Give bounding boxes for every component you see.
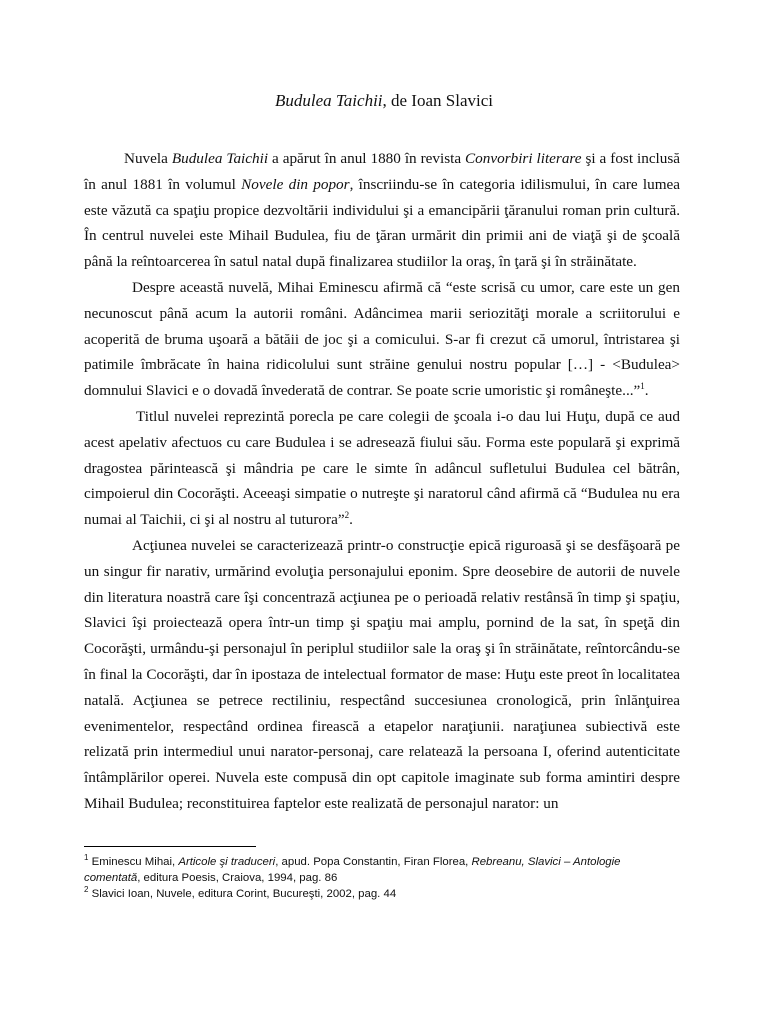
volume-title: Novele din popor (241, 175, 350, 193)
work-title: Budulea Taichii (171, 150, 269, 167)
footnotes (84, 854, 680, 902)
title-work-name: Budulea Taichii (275, 91, 383, 110)
footnote-1: $^1$ Eminescu Mihai, Articole şi traduceri, apud. Popa Constantin, Firan Florea, Rebreanu, Slavici – Antologie comentată, editura Poesis, Craiova, 1994, pag. 86 (84, 853, 621, 884)
footnote-ref-1[interactable]: 1 (640, 381, 645, 392)
page-title (0, 89, 768, 113)
body-text (84, 146, 680, 817)
paragraph-3: Titlul nuvelei reprezintă porecla pe care colegii de şcoala i-o dau lui Huţu, după ce aud acest apelativ afectuos cu care Budulea i se adresează fiului său. Forma este populară şi exprimă dragostea părintească şi mândria pe care le simte în adâncul sufletului Budulea cel bătrân, cimpoierul din Cocorăşti. Aceeaşi simpatie o nutreşte şi naratorul când afirmă că “Budulea nu era numai al Taichii, ci şi al nostru al tuturora”$^2$. (84, 407, 680, 529)
title-author: , de Ioan Slavici (382, 91, 493, 110)
footnote-2: $^2$ Slavici Ioan, Nuvele, editura Corint, Bucureşti, 2002, pag. 44 (84, 885, 397, 900)
paragraph-2: Despre această nuvelă, Mihai Eminescu afirmă că “este scrisă cu umor, care este un gen necunoscut până acum la autorii români. Adâncimea marii seriozităţi morale a scriitorului e acoperită de bruma uşoară a bătăii de joc şi a comicului. S-ar fi crezut că umorul, întristarea şi patimile îmbrăcate în haina ridicolului sunt străine genului nostru popular […] - <Budulea> domnului Slavici e o dovadă învederată de contrar. Se poate scrie umoristic şi româneşte...”$^1$. (84, 278, 680, 400)
footnote-ref-2[interactable]: 2 (344, 510, 350, 521)
paragraph-1: Nuvela Budulea Taichii a apărut în anul 1880 în revista Convorbiri literare şi a fost inclusă în anul 1881 în volumul Novele din popor, înscriindu-se în categoria idilismului, în care lumea este văzută ca spaţiu propice dezvoltării individului şi a emancipării ţăranului roman prin cultură. În centrul nuvelei este Mihail Budulea, fiu de ţăran urmărit din primii ani de viaţă şi de şcoală până la reîntoarcerea în satul natal după finalizarea studiilor la oraş, în ţară şi în străinătate. (84, 150, 681, 271)
paragraph-4: Acţiunea nuvelei se caracterizează printr-o construcţie epică riguroasă şi se desfăşoară pe un singur fir narativ, urmărind evoluţia personajului eponim. Spre deosebire de autorii de nuvele din literatura noastră care îşi concentrază acţiunea pe o perioadă relativ restânsă în timp şi spaţiu, Slavici îşi proiectează opera într-un timp şi spaţiu mai amplu, pornind de la sat, în speţă din Cocorăşti, urmându-şi personajul în periplul studiilor sale la oraş şi în străinătate, reîntorcându-se în final la Cocorăşti, dar în ipostaza de intelectual formator de mase: Huţu este preot în localitatea natală. Acţiunea se petrece rectiliniu, respectând succesiunea cronologică, prin înlănţuirea evenimentelor, respectând ordinea firească a etapelor naraţiunii. naraţiunea subiectivă este relizată prin intermediul unui narator-personaj, care relatează la persoana I, oferind autenticitate întâmplărilor operei. Nuvela este compusă din opt capitole imaginate sub forma amintiri despre Mihail Budulea; reconstituirea faptelor este realizată de personajul narator: un (84, 536, 680, 812)
journal-title: Convorbiri literare (465, 150, 582, 167)
footnote-number: 2 (84, 885, 89, 895)
footnote-number: 1 (84, 853, 89, 863)
footnote-separator (84, 846, 256, 847)
